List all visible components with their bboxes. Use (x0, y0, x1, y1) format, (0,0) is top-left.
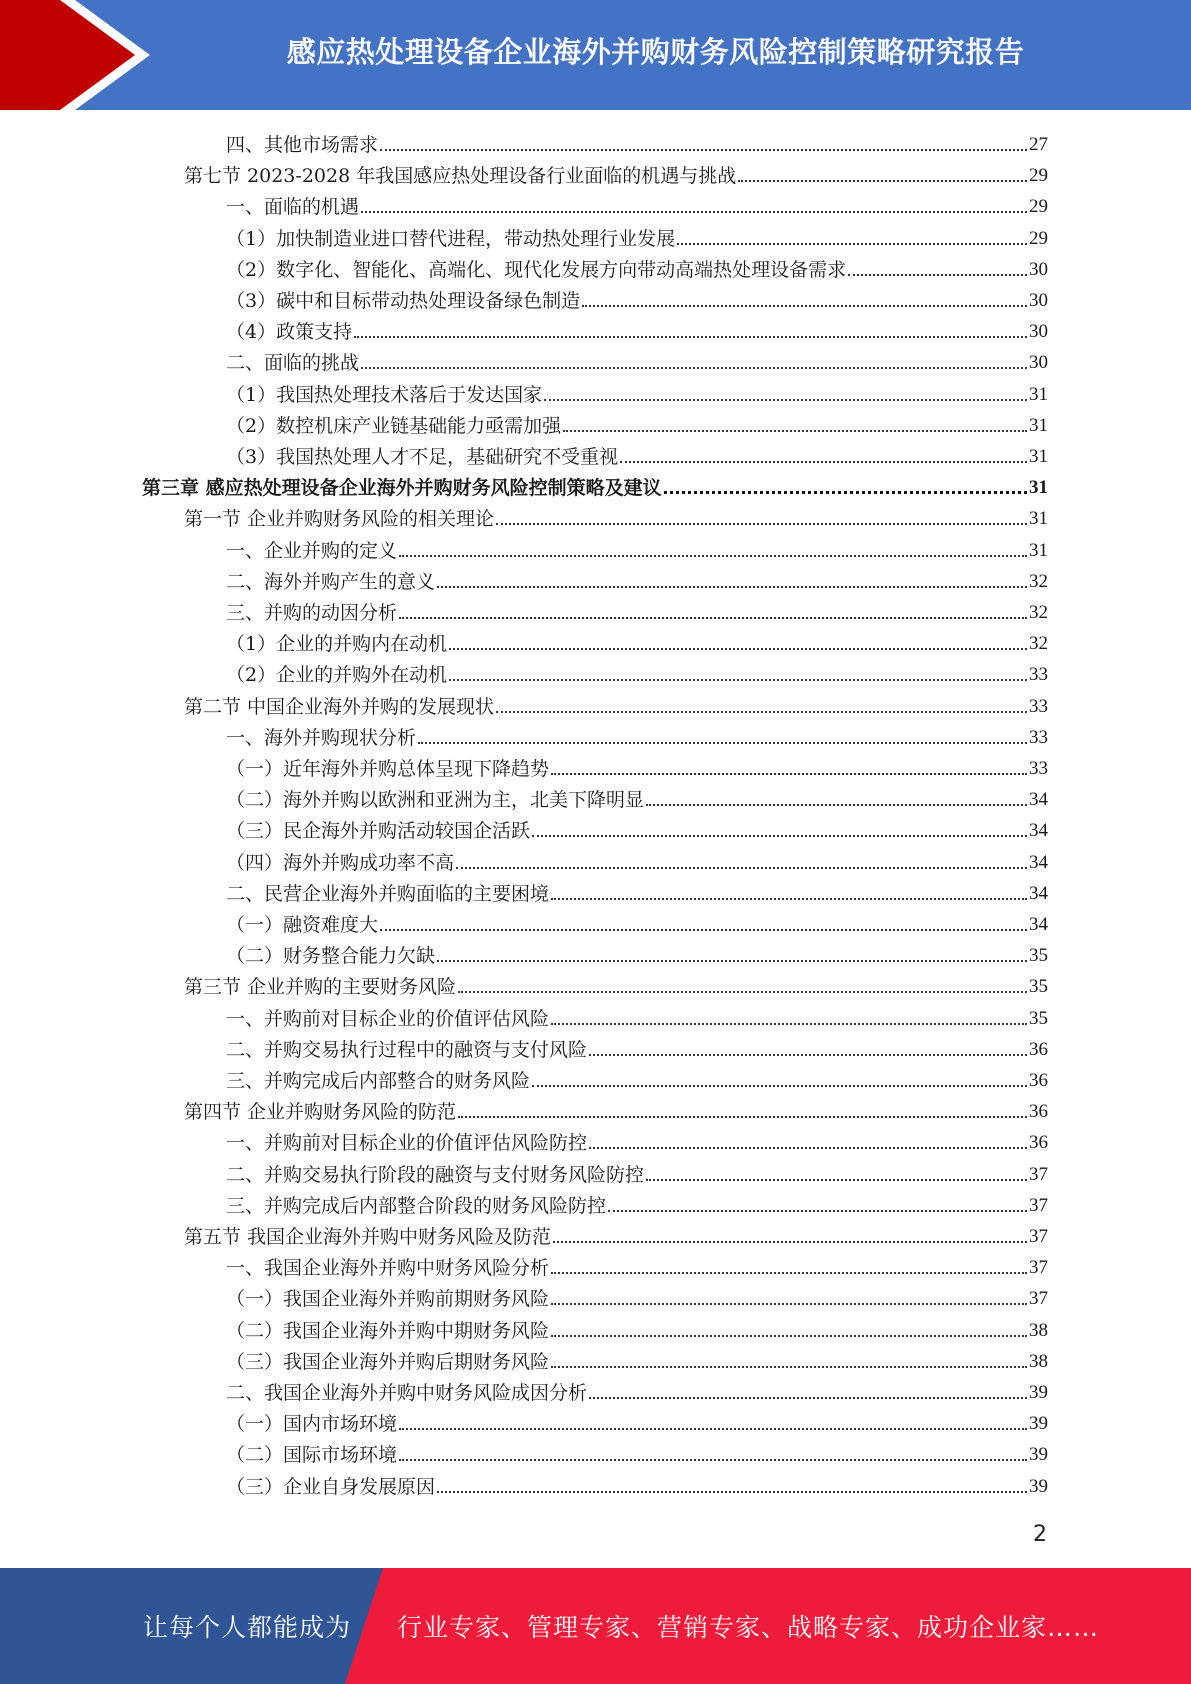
toc-entry[interactable] (226, 189, 1048, 219)
toc-entry[interactable] (226, 221, 1048, 251)
toc-entry-page: 35 (1029, 1007, 1048, 1029)
toc-entry-page: 38 (1029, 1319, 1048, 1341)
toc-dot-leader (589, 1397, 1027, 1399)
toc-dot-leader (563, 430, 1027, 432)
toc-entry-page: 37 (1029, 1288, 1048, 1310)
toc-dot-leader (738, 180, 1027, 182)
toc-entry[interactable] (226, 1406, 1048, 1436)
toc-entry-page: 31 (1029, 539, 1048, 561)
toc-entry-page: 39 (1029, 1413, 1048, 1435)
toc-entry-title: （二）财务整合能力欠缺 (226, 945, 436, 968)
toc-entry-page: 31 (1029, 446, 1048, 467)
toc-entry[interactable] (226, 720, 1048, 750)
toc-entry-page: 32 (1029, 633, 1048, 655)
toc-entry[interactable] (226, 127, 1048, 157)
toc-dot-leader (553, 1241, 1027, 1243)
toc-dot-leader (399, 1428, 1027, 1430)
toc-entry-title: （三）企业自身发展原因 (226, 1475, 436, 1498)
toc-dot-leader (458, 1116, 1027, 1118)
toc-dot-leader (677, 243, 1027, 245)
toc-entry[interactable] (226, 595, 1048, 625)
toc-entry-title: 二、海外并购产生的意义 (226, 570, 436, 593)
page-number: 2 (1033, 1522, 1047, 1547)
toc-entry-title: （一）国内市场环境 (226, 1413, 398, 1436)
toc-entry-title: 第三节 企业并购的主要财务风险 (184, 976, 457, 999)
toc-entry-page: 34 (1029, 789, 1048, 811)
toc-dot-leader (399, 617, 1027, 619)
toc-entry-title: 一、并购前对目标企业的价值评估风险 (226, 1007, 550, 1030)
toc-entry[interactable] (226, 938, 1048, 968)
toc-entry[interactable] (226, 564, 1048, 594)
toc-dot-leader (418, 742, 1027, 744)
toc-dot-leader (551, 1366, 1027, 1368)
toc-entry-page: 30 (1029, 321, 1048, 343)
toc-entry-page: 30 (1029, 258, 1048, 280)
toc-dot-leader (456, 867, 1027, 869)
toc-entry-title: （四）海外并购成功率不高 (226, 851, 455, 874)
toc-entry[interactable] (226, 283, 1048, 313)
toc-entry-title: （一）我国企业海外并购前期财务风险 (226, 1288, 550, 1311)
toc-entry[interactable] (226, 813, 1048, 843)
toc-dot-leader (664, 491, 1027, 494)
page-header (0, 0, 1191, 110)
toc-entry-title: （1）加快制造业进口替代进程，带动热处理行业发展 (226, 227, 676, 250)
toc-dot-leader (544, 399, 1027, 401)
toc-entry-page: 34 (1029, 851, 1048, 873)
toc-entry-title: 一、并购前对目标企业的价值评估风险防控 (226, 1132, 588, 1155)
toc-entry-page: 36 (1029, 1132, 1048, 1154)
toc-entry-page: 39 (1029, 1382, 1048, 1403)
toc-entry-title: （2）数字化、智能化、高端化、现代化发展方向带动高端热处理设备需求 (226, 258, 847, 281)
toc-entry[interactable] (184, 1094, 1048, 1124)
toc-entry-title: 二、我国企业海外并购中财务风险成因分析 (226, 1382, 588, 1404)
toc-entry-title: 第一节 企业并购财务风险的相关理论 (184, 508, 495, 531)
toc-dot-leader (532, 1085, 1027, 1087)
toc-dot-leader (496, 523, 1027, 525)
toc-dot-leader (399, 555, 1027, 557)
toc-entry-title: 二、面临的挑战 (226, 352, 360, 375)
toc-dot-leader (589, 1054, 1027, 1056)
toc-entry-title: 二、并购交易执行阶段的融资与支付财务风险防控 (226, 1163, 645, 1186)
toc-entry[interactable] (226, 1157, 1048, 1187)
toc-entry-title: （2）企业的并购外在动机 (226, 664, 448, 687)
toc-entry[interactable] (226, 314, 1048, 344)
toc-entry[interactable] (184, 969, 1048, 999)
toc-entry[interactable] (226, 439, 1048, 469)
toc-entry-title: 一、面临的机遇 (226, 196, 360, 219)
toc-entry-title: （1）我国热处理技术落后于发达国家 (226, 383, 543, 406)
toc-dot-leader (582, 305, 1027, 307)
toc-entry-page: 29 (1029, 165, 1048, 187)
toc-entry[interactable] (226, 876, 1048, 906)
toc-entry[interactable] (226, 751, 1048, 781)
toc-entry[interactable] (226, 408, 1048, 438)
toc-entry-title: 第五节 我国企业海外并购中财务风险及防范 (184, 1226, 552, 1248)
toc-entry-title: （二）国际市场环境 (226, 1444, 398, 1467)
toc-entry-title: （三）民企海外并购活动较国企活跃 (226, 820, 531, 843)
toc-entry-page: 31 (1029, 383, 1048, 405)
toc-entry-page: 30 (1029, 352, 1048, 374)
toc-entry[interactable] (226, 657, 1048, 687)
toc-entry-title: （3）我国热处理人才不足，基础研究不受重视 (226, 446, 619, 468)
toc-dot-leader (399, 1459, 1027, 1461)
toc-entry-title: 一、企业并购的定义 (226, 539, 398, 562)
toc-entry-title: 一、我国企业海外并购中财务风险分析 (226, 1257, 550, 1280)
toc-entry-title: （4）政策支持 (226, 321, 353, 344)
toc-dot-leader (437, 586, 1027, 588)
toc-entry-title: 第七节 2023-2028 年我国感应热处理设备行业面临的机遇与挑战 (184, 165, 737, 188)
toc-dot-leader (608, 1210, 1027, 1212)
toc-entry[interactable] (226, 845, 1048, 875)
toc-entry-title: 三、并购完成后内部整合阶段的财务风险防控 (226, 1194, 607, 1217)
report-title: 感应热处理设备企业海外并购财务风险控制策略研究报告 (286, 34, 1025, 69)
toc-entry-page: 36 (1029, 1101, 1048, 1123)
toc-entry[interactable] (226, 252, 1048, 282)
toc-entry-page: 36 (1029, 1038, 1048, 1060)
toc-entry-title: 一、海外并购现状分析 (226, 726, 417, 749)
toc-dot-leader (380, 929, 1027, 931)
footer-slogan-right: 行业专家、管理专家、营销专家、战略专家、成功企业家…… (397, 1613, 1100, 1642)
toc-entry-page: 37 (1029, 1226, 1048, 1247)
toc-dot-leader (551, 1272, 1027, 1274)
toc-dot-leader (496, 711, 1027, 713)
toc-entry-page: 35 (1029, 976, 1048, 998)
toc-entry[interactable] (226, 907, 1048, 937)
toc-entry[interactable] (184, 689, 1048, 719)
toc-dot-leader (380, 149, 1027, 151)
toc-entry-page: 36 (1029, 1070, 1048, 1091)
toc-entry-title: （3）碳中和目标带动热处理设备绿色制造 (226, 290, 581, 312)
toc-entry-page: 34 (1029, 882, 1048, 904)
toc-entry-page: 37 (1029, 1163, 1048, 1185)
toc-entry-title: 四、其他市场需求 (226, 134, 379, 156)
toc-dot-leader (361, 367, 1027, 369)
toc-entry-page: 32 (1029, 602, 1048, 623)
toc-entry[interactable] (226, 1188, 1048, 1218)
toc-entry-page: 30 (1029, 290, 1048, 311)
toc-entry[interactable] (226, 1344, 1048, 1374)
toc-dot-leader (551, 1303, 1027, 1305)
toc-entry-title: （二）我国企业海外并购中期财务风险 (226, 1319, 550, 1342)
toc-dot-leader (848, 274, 1027, 276)
toc-entry[interactable] (226, 1437, 1048, 1467)
toc-dot-leader (458, 991, 1027, 993)
toc-dot-leader (646, 1179, 1027, 1181)
toc-entry-title: （一）近年海外并购总体呈现下降趋势 (226, 758, 550, 780)
toc-entry[interactable] (226, 1375, 1048, 1405)
toc-dot-leader (551, 773, 1027, 775)
toc-entry[interactable] (226, 1001, 1048, 1031)
toc-dot-leader (532, 835, 1027, 837)
toc-entry[interactable] (184, 158, 1048, 188)
toc-entry[interactable] (226, 1313, 1048, 1343)
toc-entry[interactable] (226, 1032, 1048, 1062)
toc-dot-leader (551, 1335, 1027, 1337)
toc-dot-leader (437, 1491, 1027, 1493)
page-footer (0, 1568, 1191, 1684)
toc-entry[interactable] (226, 377, 1048, 407)
toc-dot-leader (437, 960, 1027, 962)
toc-dot-leader (361, 211, 1027, 213)
toc-entry[interactable] (226, 345, 1048, 375)
toc-entry-page: 27 (1029, 134, 1048, 155)
toc-entry[interactable] (226, 533, 1048, 563)
toc-entry[interactable] (226, 1250, 1048, 1280)
toc-entry-page: 29 (1029, 196, 1048, 218)
toc-entry[interactable] (226, 782, 1048, 812)
toc-entry-title: （一）融资难度大 (226, 914, 379, 936)
toc-entry-page: 35 (1029, 945, 1048, 967)
toc-entry[interactable] (226, 1469, 1048, 1499)
toc-entry-page: 33 (1029, 664, 1048, 686)
toc-entry[interactable] (226, 1063, 1048, 1093)
toc-entry-title: 二、并购交易执行过程中的融资与支付风险 (226, 1038, 588, 1061)
toc-entry-title: 三、并购的动因分析 (226, 602, 398, 624)
toc-entry-page: 37 (1029, 1257, 1048, 1279)
toc-entry[interactable] (226, 1281, 1048, 1311)
toc-entry-page: 33 (1029, 695, 1048, 717)
toc-entry-page: 33 (1029, 726, 1048, 748)
toc-entry-page: 34 (1029, 914, 1048, 935)
toc-entry-page: 37 (1029, 1194, 1048, 1216)
toc-entry-title: （2）数控机床产业链基础能力亟需加强 (226, 414, 562, 437)
toc-entry[interactable] (226, 1125, 1048, 1155)
toc-entry-title: （三）我国企业海外并购后期财务风险 (226, 1350, 550, 1373)
toc-entry-page: 38 (1029, 1350, 1048, 1372)
toc-entry-page: 34 (1029, 820, 1048, 842)
toc-entry[interactable] (142, 470, 1048, 500)
toc-dot-leader (589, 1147, 1027, 1149)
toc-entry-title: 第四节 企业并购财务风险的防范 (184, 1101, 457, 1124)
toc-dot-leader (646, 804, 1027, 806)
footer-slogan-left: 让每个人都能成为 (143, 1613, 352, 1642)
toc-entry-page: 32 (1029, 570, 1048, 592)
toc-entry-title: （1）企业的并购内在动机 (226, 633, 448, 656)
toc-entry-page: 39 (1029, 1475, 1048, 1497)
toc-entry-page: 29 (1029, 227, 1048, 249)
toc-dot-leader (620, 461, 1027, 463)
toc-dot-leader (449, 679, 1027, 681)
toc-entry-title: 第三章 感应热处理设备企业海外并购财务风险控制策略及建议 (142, 477, 662, 500)
toc-entry-page: 31 (1029, 477, 1048, 499)
toc-entry-title: 二、民营企业海外并购面临的主要困境 (226, 882, 550, 905)
toc-dot-leader (551, 1023, 1027, 1025)
toc-entry-page: 39 (1029, 1444, 1048, 1466)
toc-entry-title: 第二节 中国企业海外并购的发展现状 (184, 695, 495, 718)
toc-entry[interactable] (184, 501, 1048, 531)
toc-dot-leader (551, 898, 1027, 900)
toc-dot-leader (449, 648, 1027, 650)
toc-entry-page: 33 (1029, 758, 1048, 779)
toc-entry[interactable] (184, 1219, 1048, 1249)
toc-entry-title: （二）海外并购以欧洲和亚洲为主，北美下降明显 (226, 789, 645, 812)
toc-entry-title: 三、并购完成后内部整合的财务风险 (226, 1070, 531, 1092)
toc-entry-page: 31 (1029, 508, 1048, 530)
toc-dot-leader (354, 336, 1027, 338)
toc-entry-page: 31 (1029, 414, 1048, 436)
toc-entry[interactable] (226, 626, 1048, 656)
